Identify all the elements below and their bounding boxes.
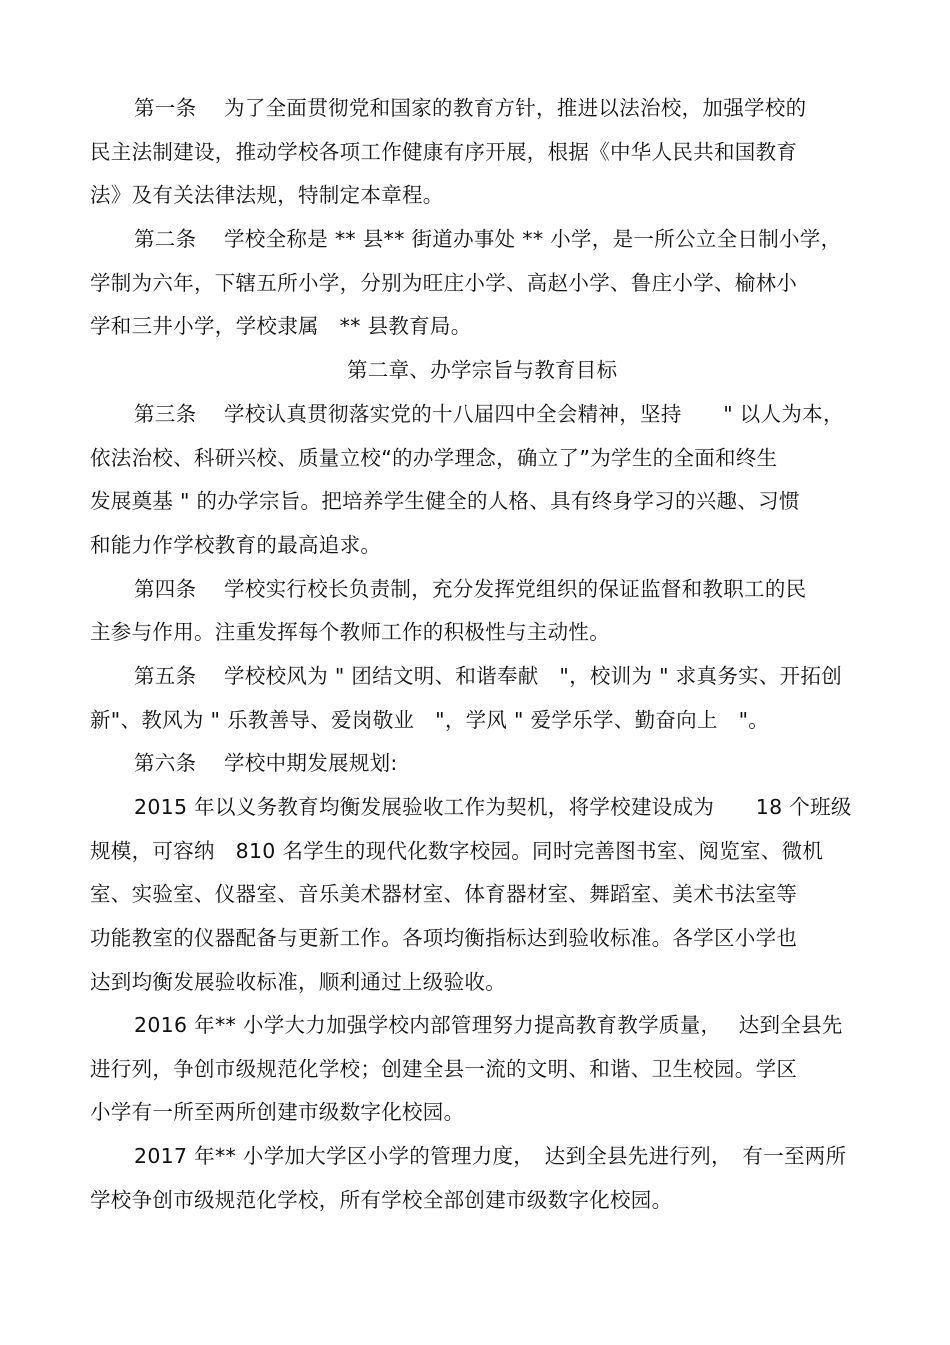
article-4-line-2: 主参与作用。注重发挥每个教师工作的积极性与主动性。 — [90, 620, 610, 644]
article-5-line-1: 第五条 学校校风为 " 团结文明、和谐奉献 "，校训为 " 求真务实、开拓创 — [134, 664, 843, 688]
article-3-line-4: 和能力作学校教育的最高追求。 — [90, 533, 382, 557]
article-5-line-2: 新"、教风为 " 乐教善导、爱岗敬业 "，学风 " 爱学乐学、勤奋向上 "。 — [90, 708, 770, 732]
plan-2015-line-1: 2015 年以义务教育均衡发展验收工作为契机，将学校建设成为 18 个班级 — [134, 795, 852, 819]
plan-2017-line-1: 2017 年** 小学加大学区小学的管理力度， 达到全县先进行列， 有一至两所 — [134, 1144, 847, 1168]
plan-2015-line-4: 功能教室的仪器配备与更新工作。各项均衡指标达到验收标准。各学区小学也 — [90, 926, 798, 950]
article-6-line-1: 第六条 学校中期发展规划: — [134, 751, 398, 775]
article-2-line-2: 学制为六年，下辖五所小学，分别为旺庄小学、高赵小学、鲁庄小学、榆林小 — [90, 271, 798, 295]
article-4-line-1: 第四条 学校实行校长负责制，充分发挥党组织的保证监督和教职工的民 — [134, 577, 807, 601]
plan-2017-line-2: 学校争创市级规范化学校，所有学校全部创建市级数字化校园。 — [90, 1188, 673, 1212]
article-1-line-3: 法》及有关法律法规，特制定本章程。 — [90, 183, 444, 207]
article-1-line-1: 第一条 为了全面贯彻党和国家的教育方针，推进以法治校，加强学校的 — [134, 96, 807, 120]
article-1-line-2: 民主法制建设，推动学校各项工作健康有序开展，根据《中华人民共和国教育 — [90, 140, 798, 164]
plan-2016-line-3: 小学有一所至两所创建市级数字化校园。 — [90, 1100, 465, 1124]
article-3-line-1: 第三条 学校认真贯彻落实党的十八届四中全会精神，坚持 " 以人为本， — [134, 402, 844, 426]
plan-2015-line-2: 规模，可容纳 810 名学生的现代化数字校园。同时完善图书室、阅览室、微机 — [90, 839, 824, 863]
chapter-2-heading: 第二章、办学宗旨与教育目标 — [347, 358, 618, 382]
plan-2015-line-5: 达到均衡发展验收标准，顺利通过上级验收。 — [90, 970, 506, 994]
plan-2015-line-3: 室、实验室、仪器室、音乐美术器材室、体育器材室、舞蹈室、美术书法室等 — [90, 882, 798, 906]
article-3-line-2: 依法治校、科研兴校、质量立校“的办学理念，确立了”为学生的全面和终生 — [90, 446, 778, 470]
plan-2016-line-2: 进行列，争创市级规范化学校；创建全县一流的文明、和谐、卫生校园。学区 — [90, 1057, 798, 1081]
article-2-line-1: 第二条 学校全称是 ** 县** 街道办事处 ** 小学，是一所公立全日制小学， — [134, 227, 842, 251]
plan-2016-line-1: 2016 年** 小学大力加强学校内部管理努力提高教育教学质量， 达到全县先 — [134, 1013, 843, 1037]
article-2-line-3: 学和三井小学，学校隶属 ** 县教育局。 — [90, 314, 472, 338]
article-3-line-3: 发展奠基 " 的办学宗旨。把培养学生健全的人格、具有终身学习的兴趣、习惯 — [90, 489, 800, 513]
